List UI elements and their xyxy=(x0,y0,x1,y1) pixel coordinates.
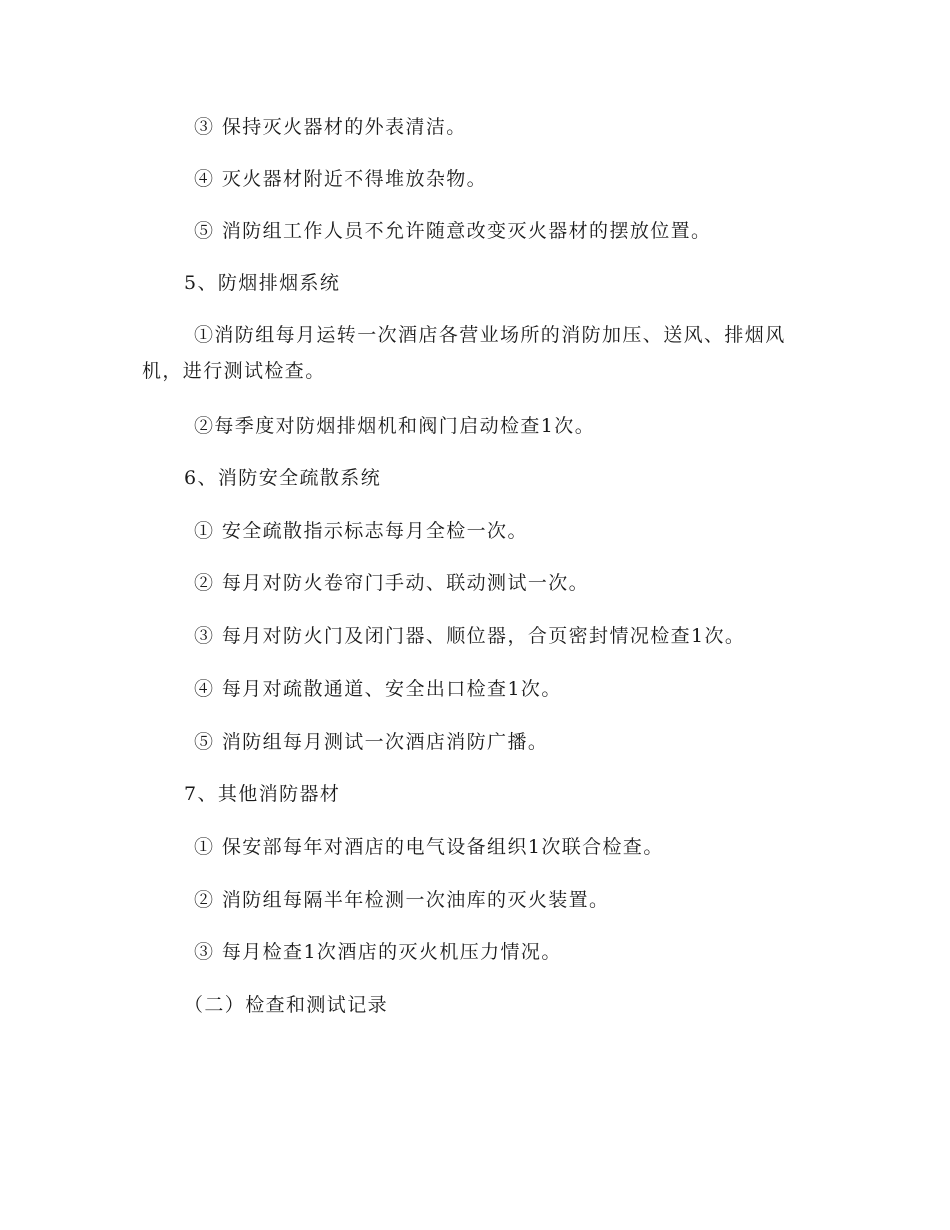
paragraph-item-4-no-clutter: ④ 灭火器材附近不得堆放杂物。 xyxy=(194,168,488,190)
paragraph-broadcast-test: ⑤ 消防组每月测试一次酒店消防广播。 xyxy=(194,731,549,753)
paragraph-smoke-fan-test: ①消防组每月运转一次酒店各营业场所的消防加压、送风、排烟风机，进行测试检查。 xyxy=(142,324,786,382)
paragraph-item-3-clean-equipment: ③ 保持灭火器材的外表清洁。 xyxy=(194,116,467,138)
paragraph-oil-depot: ② 消防组每隔半年检测一次油库的灭火装置。 xyxy=(194,889,610,911)
paragraph-roller-shutter: ② 每月对防火卷帘门手动、联动测试一次。 xyxy=(194,572,590,594)
paragraph-extinguisher-pressure: ③ 每月检查1次酒店的灭火机压力情况。 xyxy=(194,941,562,963)
paragraph-fire-door: ③ 每月对防火门及闭门器、顺位器，合页密封情况检查1次。 xyxy=(194,625,746,647)
paragraph-electrical-check: ① 保安部每年对酒店的电气设备组织1次联合检查。 xyxy=(194,836,664,858)
section-heading-records: （二）检查和测试记录 xyxy=(184,994,389,1016)
section-heading-other-equipment: 7、其他消防器材 xyxy=(184,783,341,805)
paragraph-evac-signs: ① 安全疏散指示标志每月全检一次。 xyxy=(194,520,528,542)
paragraph-item-5-no-relocation: ⑤ 消防组工作人员不允许随意改变灭火器材的摆放位置。 xyxy=(194,220,712,242)
section-heading-smoke-control: 5、防烟排烟系统 xyxy=(184,272,341,294)
paragraph-quarterly-check: ②每季度对防烟排烟机和阀门启动检查1次。 xyxy=(194,415,596,437)
paragraph-evac-route: ④ 每月对疏散通道、安全出口检查1次。 xyxy=(194,678,562,700)
section-heading-evacuation: 6、消防安全疏散系统 xyxy=(184,467,382,489)
